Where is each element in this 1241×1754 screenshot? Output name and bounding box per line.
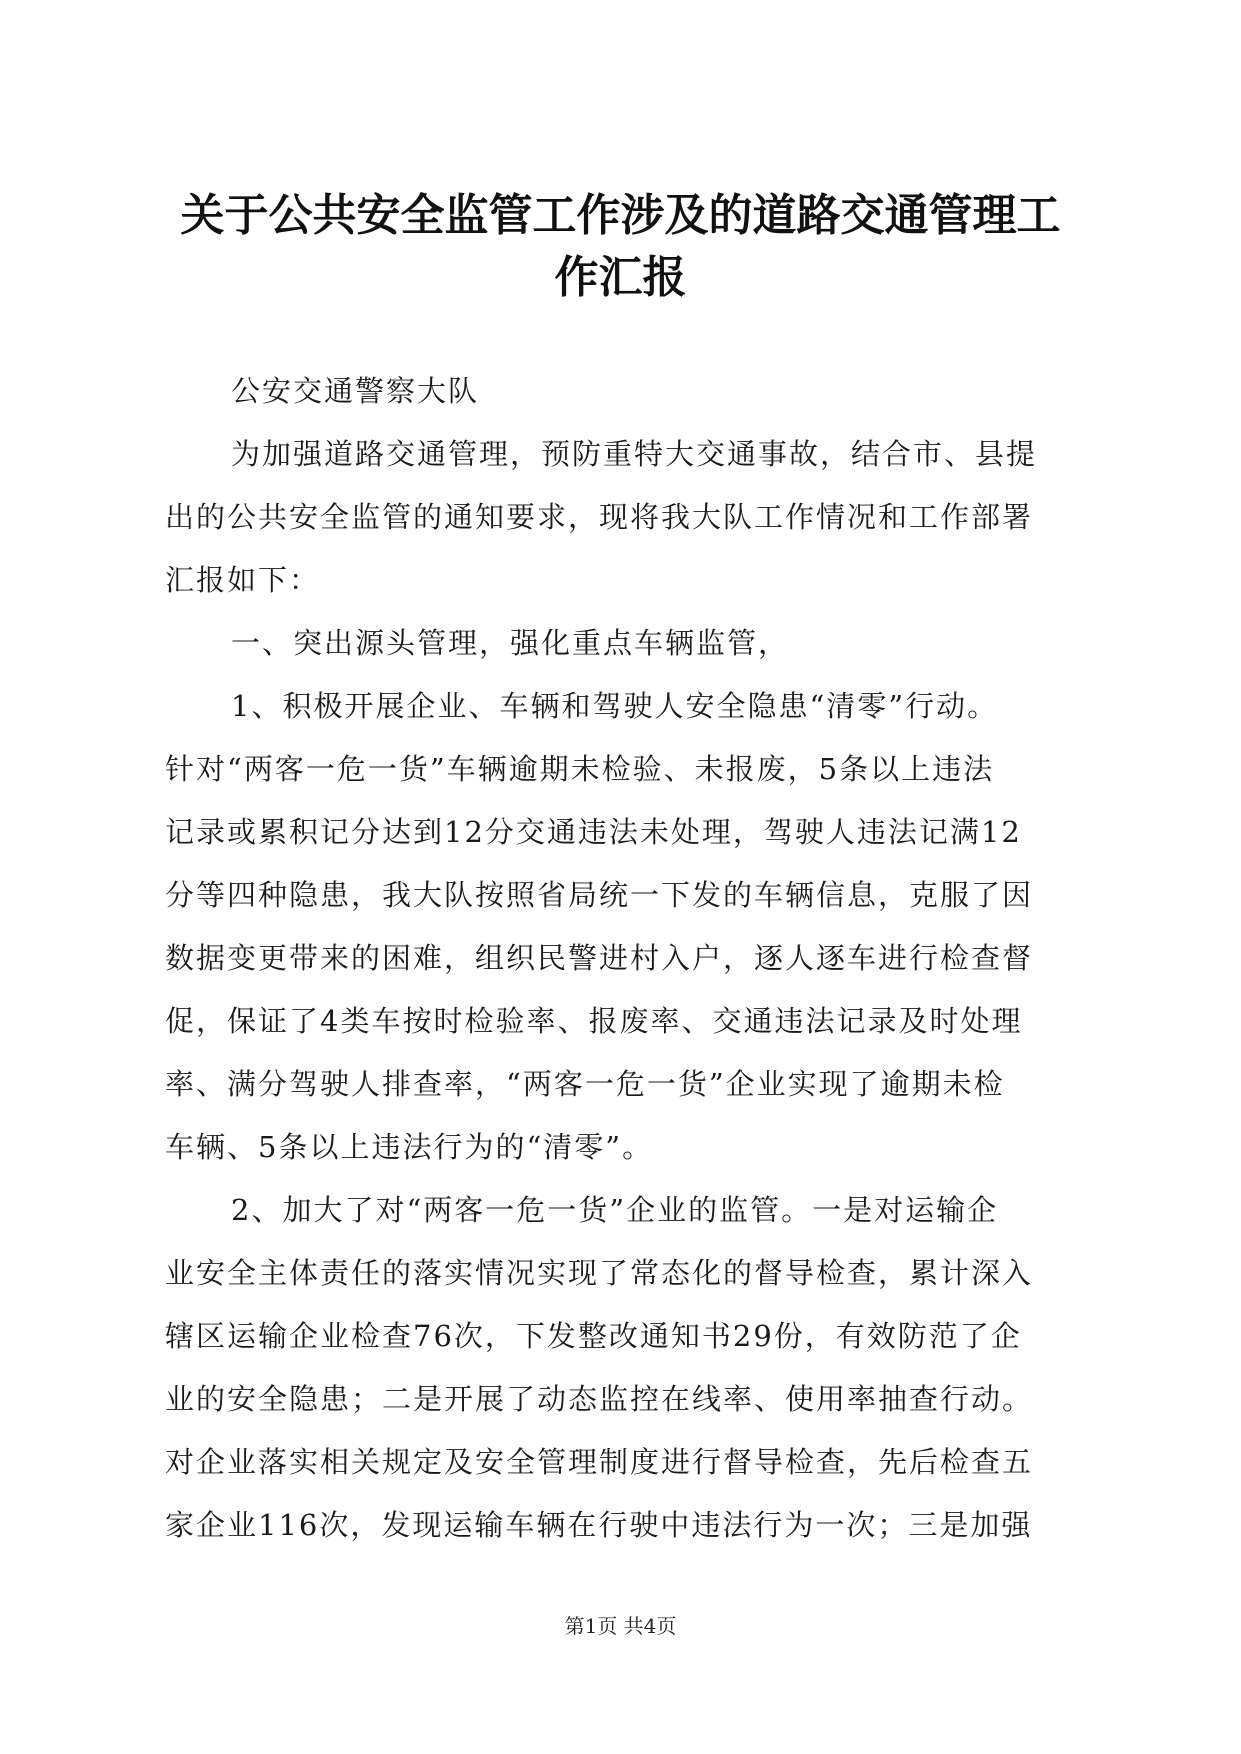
paragraph-line: 出的公共安全监管的通知要求，现将我大队工作情况和工作部署 [165, 500, 1034, 534]
paragraph-line: 针对“两客一危一货”车辆逾期未检验、未报废，5条以上违法 [165, 752, 995, 786]
paragraph-line: 为加强道路交通管理，预防重特大交通事故，结合市、县提 [231, 437, 1038, 471]
paragraph-line: 业安全主体责任的落实情况实现了常态化的督导检查，累计深入 [165, 1256, 1034, 1290]
paragraph-line: 车辆、5条以上违法行为的“清零”。 [165, 1130, 654, 1164]
paragraph-line: 2、加大了对“两客一危一货”企业的监管。一是对运输企 [231, 1193, 999, 1227]
paragraph-line: 记录或累积记分达到12分交通违法未处理，驾驶人违法记满12 [165, 815, 1022, 849]
page-footer: 第1页 共4页 [564, 1614, 677, 1638]
paragraph-line: 家企业116次，发现运输车辆在行驶中违法行为一次；三是加强 [165, 1508, 1033, 1542]
title-line-2: 作汇报 [554, 252, 687, 303]
section-heading: 一、突出源头管理，强化重点车辆监管， [231, 626, 790, 660]
paragraph-line: 业的安全隐患；二是开展了动态监控在线率、使用率抽查行动。 [165, 1382, 1034, 1416]
paragraph-line: 促，保证了4类车按时检验率、报废率、交通违法记录及时处理 [165, 1004, 1023, 1038]
author-line: 公安交通警察大队 [231, 374, 480, 408]
paragraph-line: 汇报如下： [165, 563, 321, 597]
paragraph-line: 对企业落实相关规定及安全管理制度进行督导检查，先后检查五 [165, 1445, 1034, 1479]
paragraph-line: 数据变更带来的困难，组织民警进村入户，逐人逐车进行检查督 [165, 941, 1034, 975]
paragraph-line: 1、积极开展企业、车辆和驾驶人安全隐患“清零”行动。 [231, 689, 999, 723]
paragraph-line: 率、满分驾驶人排查率，“两客一危一货”企业实现了逾期未检 [165, 1067, 1005, 1101]
paragraph-line: 辖区运输企业检查76次，下发整改通知书29份，有效防范了企 [165, 1319, 1022, 1353]
document-body [165, 360, 1085, 1557]
document-title [150, 185, 1091, 309]
paragraph-line: 分等四种隐患，我大队按照省局统一下发的车辆信息，克服了因 [165, 878, 1034, 912]
title-line-1: 关于公共安全监管工作涉及的道路交通管理工 [180, 190, 1061, 241]
